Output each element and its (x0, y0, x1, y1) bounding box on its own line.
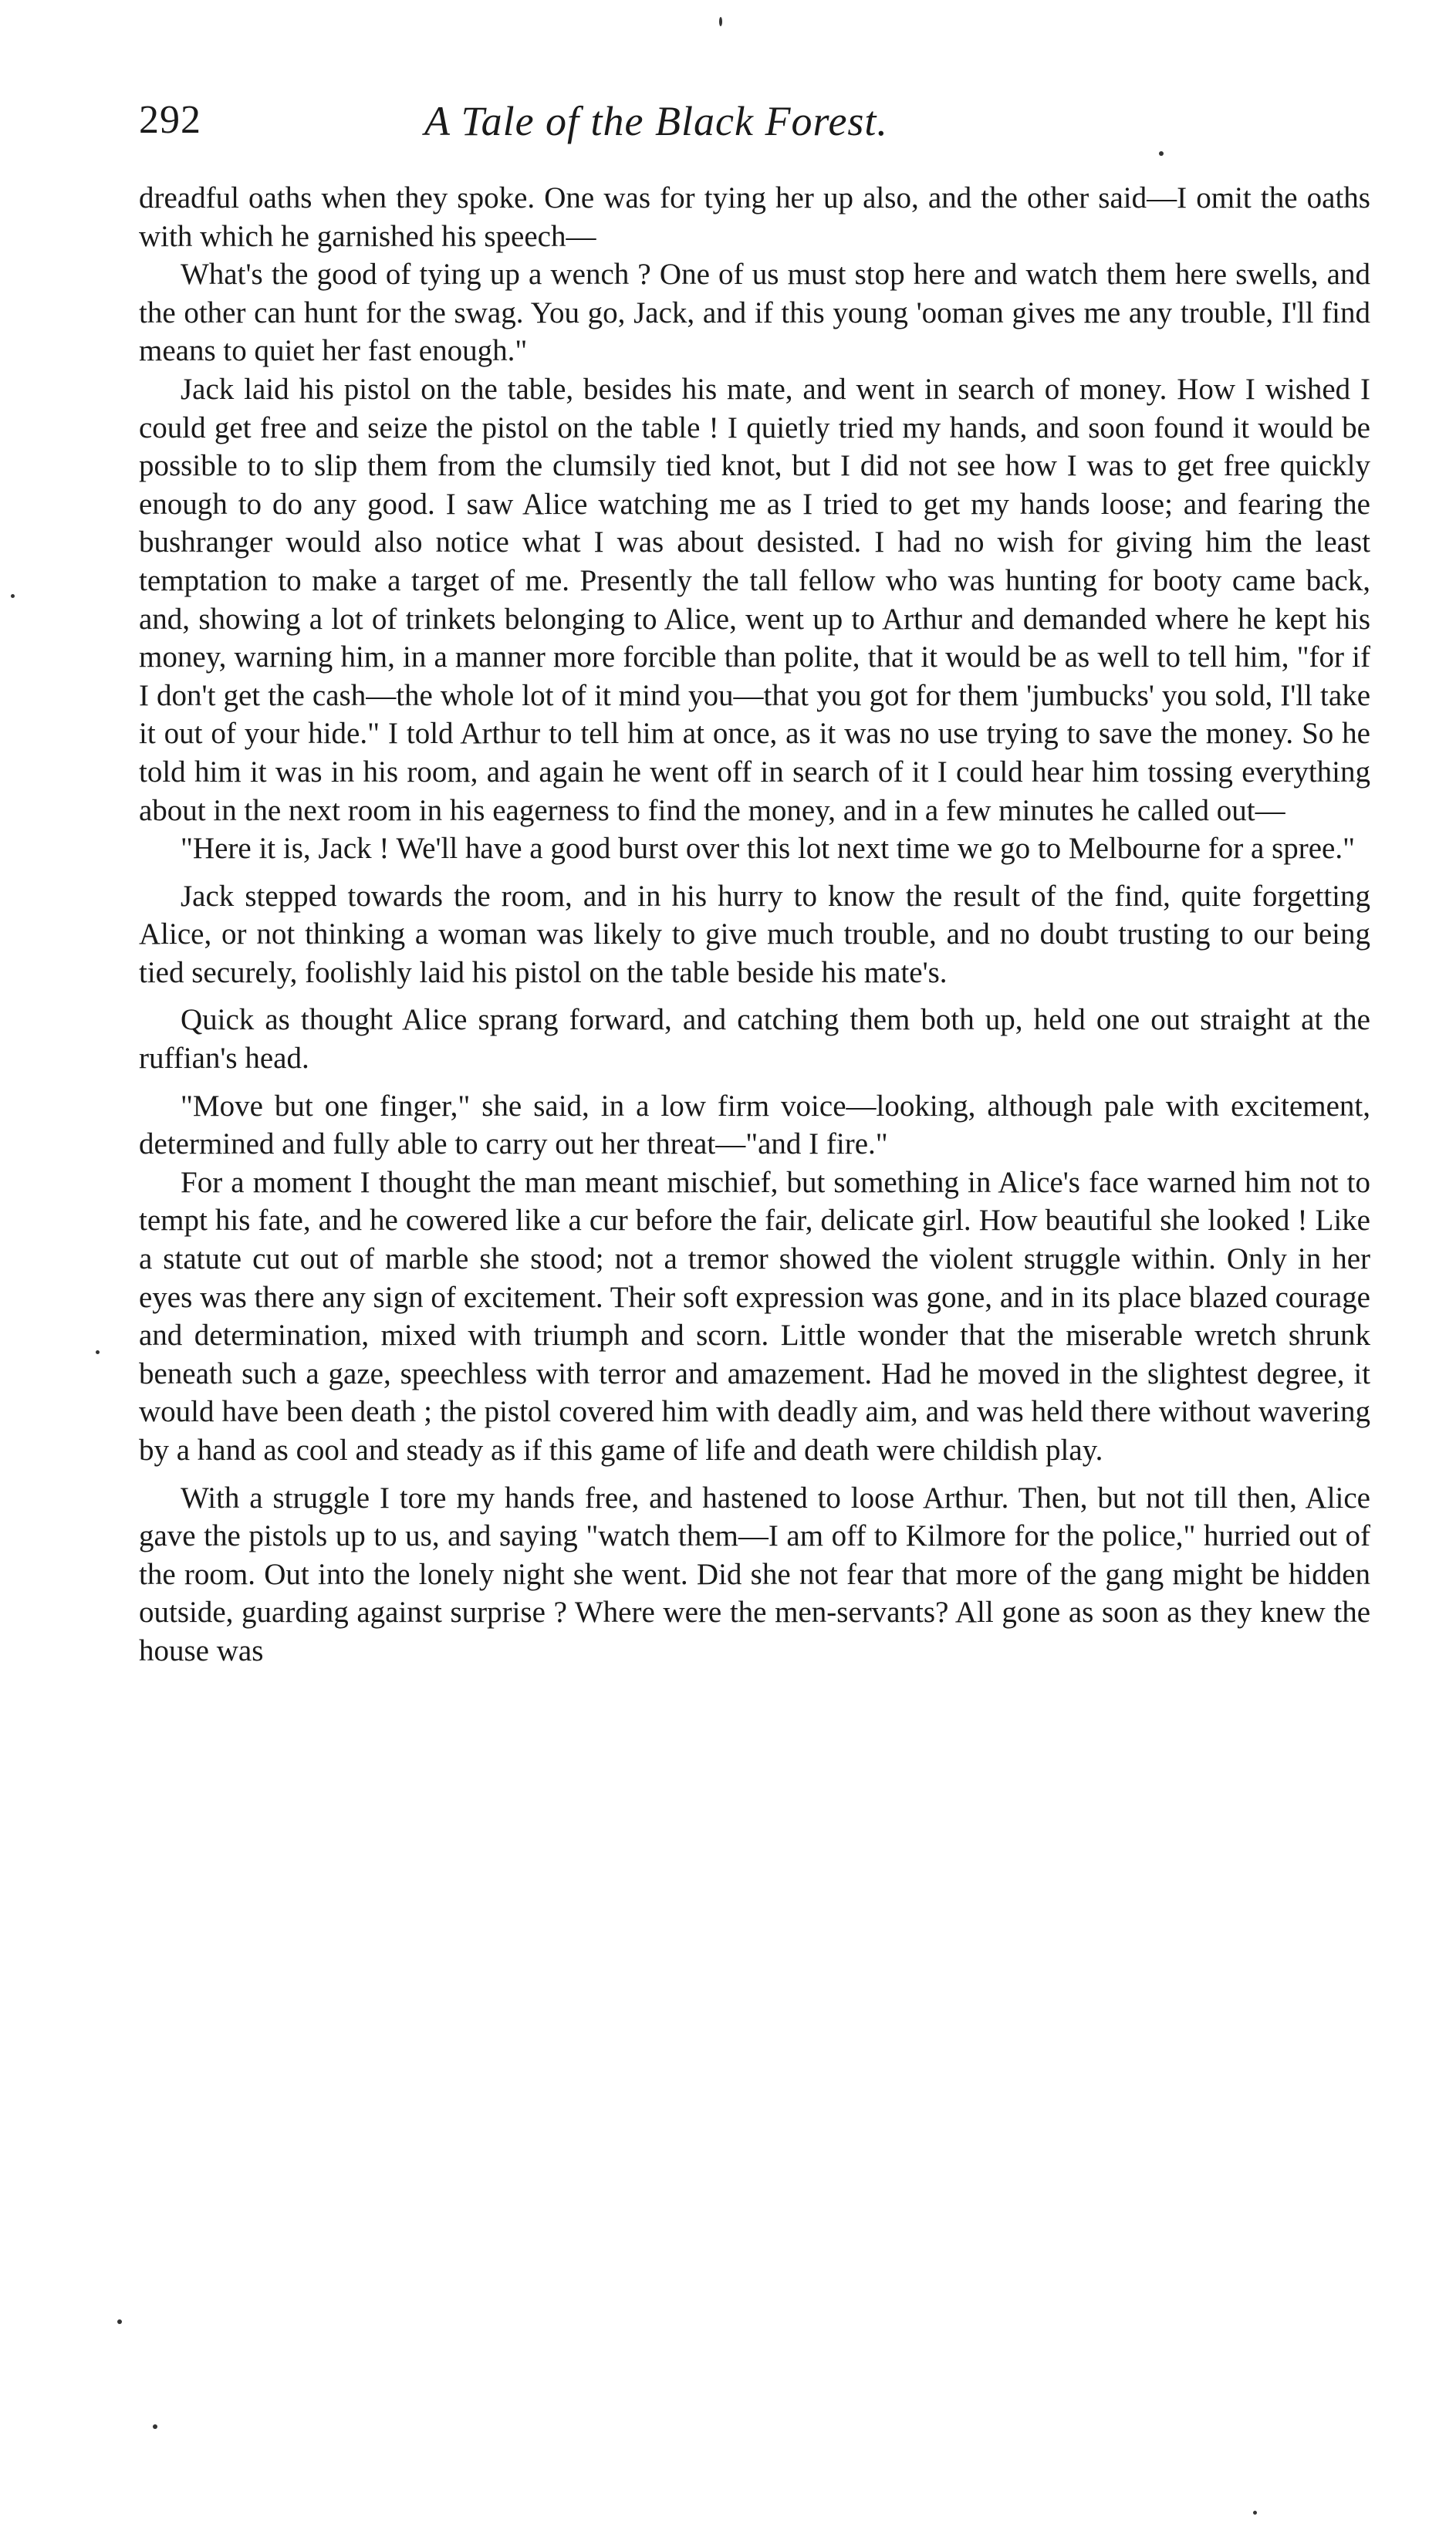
print-speck (96, 1350, 100, 1354)
running-title: A Tale of the Black Forest. (424, 98, 888, 144)
print-speck (1159, 151, 1164, 156)
print-speck (719, 17, 722, 26)
paragraph: Jack stepped towards the room, and in his hurry to know the result of the find, quite forgetting Alice, or not thinking a woman was likely to give much trouble, and no doubt trusting to our being tied securely, foolishly laid his pistol on the table beside his mate's. (139, 879, 1370, 989)
running-head (139, 97, 1373, 159)
print-speck (117, 2319, 122, 2324)
paragraph: Quick as thought Alice sprang forward, and catching them both up, held one out straight at the ruffian's head. (139, 1003, 1370, 1076)
body-text (139, 179, 1370, 1671)
paragraph: For a moment I thought the man meant mischief, but something in Alice's face warned him not to tempt his fate, and he cowered like a cur before the fair, delicate girl. How beautiful she looked ! Like a statute cut out of marble she stood; not a tremor showed the violent struggle within. Only in her eyes was there any sign of excitement. Their soft expression was gone, and in its place blazed courage and determination, mixed with triumph and scorn. Little wonder that the miserable wretch shrunk beneath such a gaze, speechless with terror and amazement. Had he moved in the slightest degree, it would have been death ; the pistol covered him with deadly aim, and was held there without wavering by a hand as cool and steady as if this game of life and death were childish play. (139, 1165, 1370, 1467)
paragraph: With a struggle I tore my hands free, and hastened to loose Arthur. Then, but not till then, Alice gave the pistols up to us, and saying "watch them—I am off to Kilmore for the police," hurried out of the room. Out into the lonely night she went. Did she not fear that more of the gang might be hidden outside, guarding against surprise ? Where were the men-servants? All gone as soon as they knew the house was (139, 1481, 1370, 1667)
page-number: 292 (139, 98, 201, 142)
print-speck (1253, 2511, 1257, 2515)
print-speck (11, 594, 15, 598)
paragraph: What's the good of tying up a wench ? One of us must stop here and watch them here swells, and the other can hunt for the swag. You go, Jack, and if this young 'ooman gives me any trouble, I'll find means to quiet her fast enough." (139, 258, 1370, 368)
print-speck (153, 2424, 157, 2429)
paragraph: dreadful oaths when they spoke. One was for tying her up also, and the other said—I omit the oaths with which he garnished his speech— (139, 181, 1370, 253)
paragraph: "Here it is, Jack ! We'll have a good burst over this lot next time we go to Melbourne for a spree." (181, 832, 1356, 866)
paragraph: Jack laid his pistol on the table, besides his mate, and went in search of money. How I wished I could get free and seize the pistol on the table ! I quietly tried my hands, and soon found it would be possible to to slip them from the clumsily tied knot, but I did not see how I was to get free quickly enough to do any good. I saw Alice watching me as I tried to get my hands loose; and fearing the bushranger would also notice what I was about desisted. I had no wish for giving him the least temptation to make a target of me. Presently the tall fellow who was hunting for booty came back, and, showing a lot of trinkets belonging to Alice, went up to Arthur and demanded where he kept his money, warning him, in a manner more forcible than polite, that it would be as well to tell him, "for if I don't get the cash—the whole lot of it mind you—that you got for them 'jumbucks' you sold, I'll take it out of your hide." I told Arthur to tell him at once, as it was no use trying to save the money. So he told him it was in his room, and again he went off in search of it I could hear him tossing everything about in the next room in his eagerness to find the money, and in a few minutes he called out— (139, 372, 1370, 827)
paragraph: "Move but one finger," she said, in a low firm voice—looking, although pale with excitement, determined and fully able to carry out her threat—"and I fire." (139, 1089, 1370, 1161)
